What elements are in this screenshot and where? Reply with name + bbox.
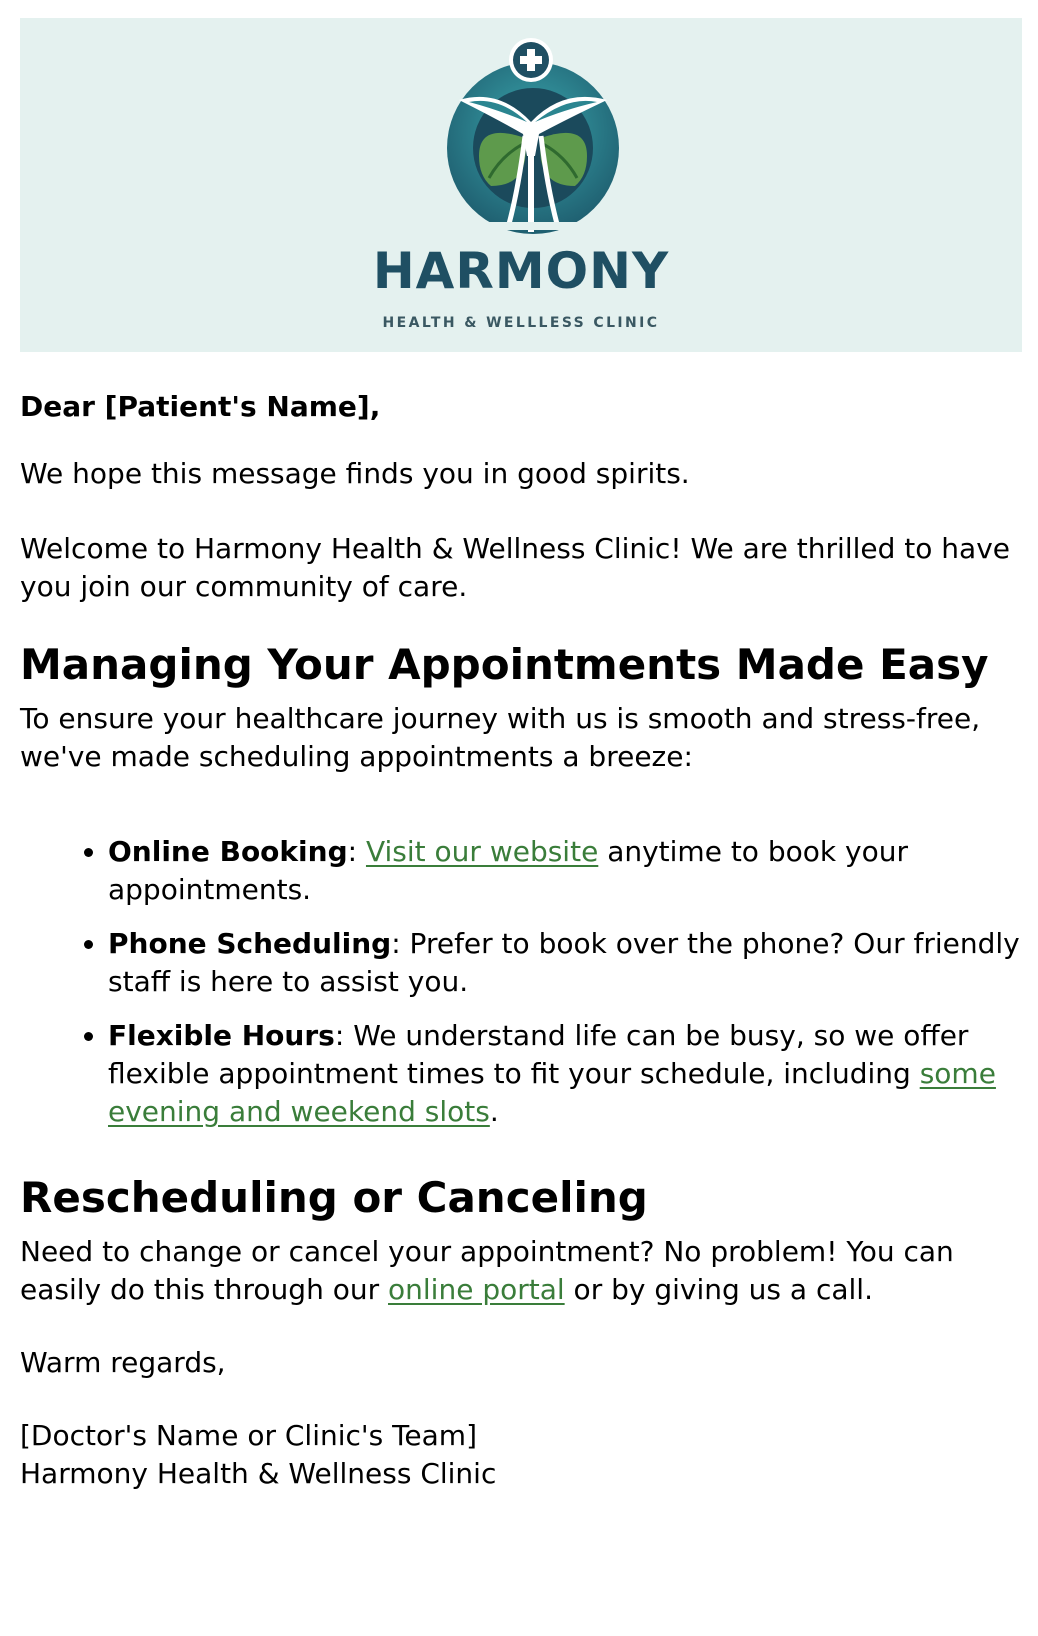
list-item-separator: :	[334, 1019, 354, 1052]
brand-name: HARMONY	[372, 242, 670, 300]
rescheduling-paragraph	[20, 1233, 1020, 1309]
intro-paragraph: We hope this message finds you in good spirits.	[20, 457, 690, 490]
list-item-title: Phone Scheduling	[108, 927, 392, 960]
list-item-text: anytime to book your appointments.	[108, 835, 908, 906]
list-item-suffix: .	[489, 1095, 499, 1128]
welcome-paragraph: Welcome to Harmony Health & Wellness Clinic! We are thrilled to have you join our community of care.	[20, 532, 1010, 603]
list-item-online-booking	[108, 833, 1020, 909]
list-item-text: Prefer to book over the phone? Our friendly staff is here to assist you.	[108, 927, 1020, 998]
section-heading-appointments: Managing Your Appointments Made Easy	[20, 640, 989, 689]
evening-weekend-slots-link[interactable]: some evening and weekend slots	[108, 1057, 996, 1128]
list-item-title: Flexible Hours	[108, 1019, 335, 1052]
medical-cross-leaves-icon	[439, 36, 627, 234]
visit-website-link[interactable]: Visit our website	[365, 835, 599, 868]
list-item-separator: :	[391, 927, 410, 960]
greeting: Dear [Patient's Name],	[20, 390, 381, 423]
rescheduling-text-after: or by giving us a call.	[564, 1273, 873, 1306]
list-item-title: Online Booking	[108, 835, 348, 868]
signature-name: [Doctor's Name or Clinic's Team]	[20, 1419, 478, 1452]
header-banner	[20, 18, 1022, 352]
section-heading-rescheduling: Rescheduling or Canceling	[20, 1173, 648, 1222]
list-item-flexible-hours	[108, 1017, 1020, 1131]
appointments-intro: To ensure your healthcare journey with us is smooth and stress-free, we've made scheduling appointments a breeze:	[20, 702, 981, 773]
appointment-options-list	[20, 833, 1020, 1131]
rescheduling-text-before: Need to change or cancel your appointment? No problem! You can easily do this through our	[20, 1235, 954, 1306]
list-item-separator: :	[347, 835, 366, 868]
email-body	[20, 388, 1020, 1493]
list-item-phone-scheduling	[108, 925, 1020, 1001]
closing: Warm regards,	[20, 1346, 226, 1379]
brand-tagline: HEALTH & WELLLESS CLINIC	[382, 315, 660, 331]
signature-clinic: Harmony Health & Wellness Clinic	[20, 1457, 497, 1490]
list-item-text: We understand life can be busy, so we offer flexible appointment times to fit your schedule, including	[108, 1019, 969, 1090]
online-portal-link[interactable]: online portal	[388, 1273, 565, 1306]
